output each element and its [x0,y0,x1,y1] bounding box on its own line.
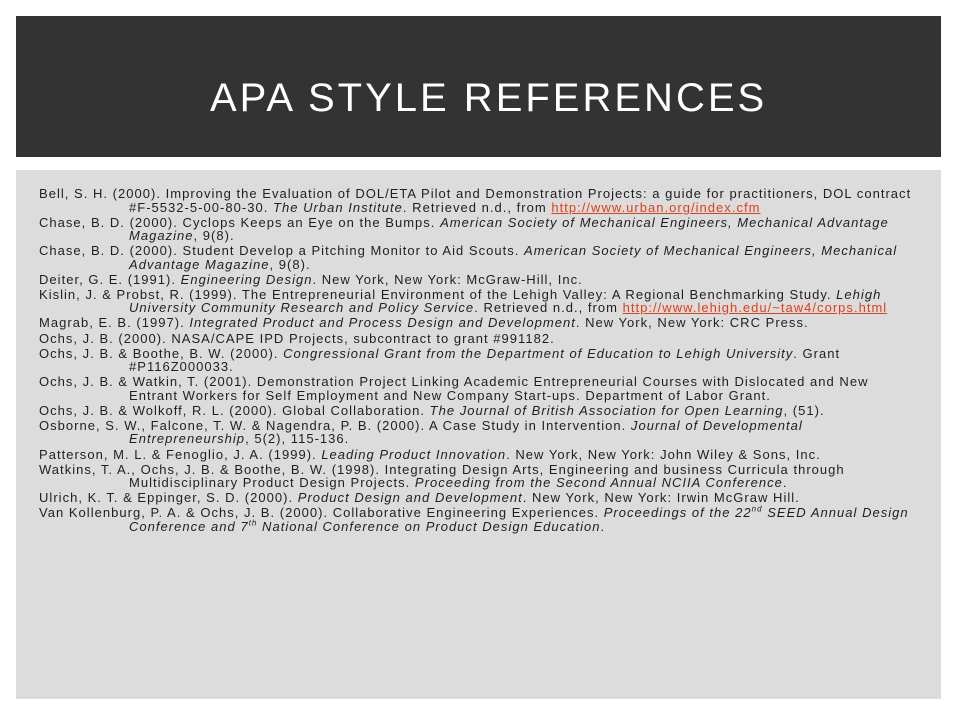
reference-source: Lehigh University Community Research and Policy Service [129,286,882,316]
reference-text: , 9(8). [269,256,311,272]
reference-text: Patterson, M. L. & Fenoglio, J. A. (1999). [39,446,322,462]
reference-text: Van Kollenburg, P. A. & Ochs, J. B. (2000). Collaborative Engineering Experiences. [39,505,604,521]
reference-text: . Grant #P116Z000033. [129,345,841,375]
reference-source: National Conference on Product Design Education [257,518,601,534]
reference-link[interactable]: http://www.lehigh.edu/~taw4/corps.html [622,300,888,316]
reference-text: Ochs, J. B. & Wolkoff, R. L. (2000). Global Collaboration. [39,402,430,418]
reference-text: . Retrieved n.d., from [402,199,552,215]
reference-text: Kislin, J. & Probst, R. (1999). The Entrepreneurial Environment of the Lehigh Valley: A Regional Benchmarking Study. [39,286,837,302]
reference-text: , (51). [783,402,825,418]
reference-source: Integrated Product and Process Design and Development [189,315,576,331]
reference-item [39,273,914,287]
reference-source: The Urban Institute [272,199,403,215]
reference-item [39,404,914,418]
reference-text: Ochs, J. B. & Boothe, B. W. (2000). [39,345,284,361]
reference-text: . [600,518,606,534]
reference-item [39,216,914,243]
reference-list [39,187,914,535]
reference-item [39,347,914,374]
reference-source: Proceedings of the 22 [603,505,752,521]
reference-source: American Society of Mechanical Engineers, Mechanical Advantage Magazine [129,214,889,244]
reference-text: Ulrich, K. T. & Eppinger, S. D. (2000). [39,490,298,506]
reference-text: . New York, New York: CRC Press. [575,315,809,331]
reference-text: . New York, New York: Irwin McGraw Hill. [522,490,800,506]
reference-source: Congressional Grant from the Department of Education to Lehigh University [283,345,794,361]
reference-text: Bell, S. H. (2000). Improving the Evaluation of DOL/ETA Pilot and Demonstration Projects: a guide for practitioners, DOL contract #F-5532-5-00-80-30. [39,186,912,215]
reference-source: The Journal of British Association for Open Learning [429,402,784,418]
reference-item [39,448,914,462]
reference-item [39,316,914,330]
reference-text: Magrab, E. B. (1997). [39,315,190,331]
reference-text: Deiter, G. E. (1991). [39,271,181,287]
reference-text: , 5(2), 115-136. [245,431,350,447]
reference-text: Watkins, T. A., Ochs, J. B. & Boothe, B. W. (1998). Integrating Design Arts, Engineering and business Curricula through Multidisciplinary Product Design Projects. [39,461,845,491]
reference-source: Engineering Design [180,271,313,287]
reference-item [39,491,914,505]
reference-text: Ochs, J. B. & Watkin, T. (2001). Demonstration Project Linking Academic Entrepreneurial Courses with Dislocated and New Entrant Workers for Self Employment and New Company Start-ups. Department of Labor Grant. [39,374,869,403]
reference-source: Journal of Developmental Entrepreneurship [129,417,803,447]
reference-item [39,332,914,346]
reference-item [39,506,914,533]
reference-source: Proceeding from the Second Annual NCIIA Conference [414,475,783,491]
reference-text: Chase, B. D. (2000). Cyclops Keeps an Eye on the Bumps. [39,214,441,230]
reference-text: . [782,475,788,491]
reference-source: SEED Annual Design Conference and 7 [129,505,909,534]
reference-text: . New York, New York: McGraw-Hill, Inc. [312,271,583,287]
reference-item [39,288,914,315]
reference-item [39,244,914,271]
reference-item [39,187,914,214]
ordinal-suffix: th [248,518,258,528]
reference-text: , 9(8). [193,228,235,244]
reference-source: American Society of Mechanical Engineers, Mechanical Advantage Magazine [129,243,898,272]
reference-item [39,463,914,490]
reference-item [39,419,914,446]
ordinal-suffix: nd [751,504,763,514]
reference-text: . Retrieved n.d., from [474,300,623,316]
reference-link[interactable]: http://www.urban.org/index.cfm [551,199,761,215]
reference-text: Ochs, J. B. (2000). NASA/CAPE IPD Projects, subcontract to grant #991182. [39,330,555,346]
reference-source: Product Design and Development [297,490,523,506]
reference-text: . New York, New York: John Wiley & Sons, Inc. [506,446,821,462]
reference-text: Osborne, S. W., Falcone, T. W. & Nagendra, P. B. (2000). A Case Study in Intervention. [39,417,631,433]
reference-source: Leading Product Innovation [321,446,507,462]
reference-item [39,375,914,402]
content-panel [16,170,941,699]
reference-text: Chase, B. D. (2000). Student Develop a Pitching Monitor to Aid Scouts. [39,243,525,259]
slide-title: APA STYLE REFERENCES [210,76,768,120]
